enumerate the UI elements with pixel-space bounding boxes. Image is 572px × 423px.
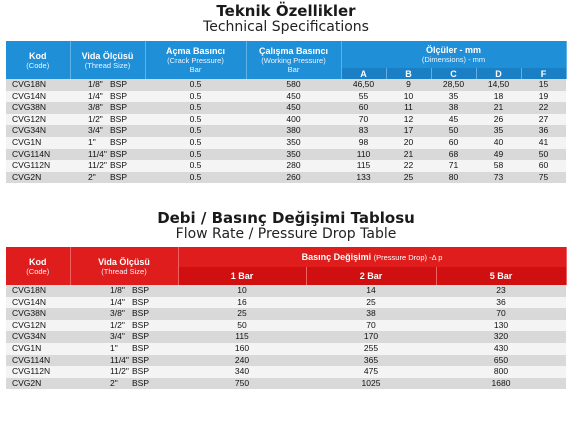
table-row xyxy=(6,355,566,367)
code-cell: CVG1N xyxy=(6,137,70,149)
code-cell: CVG38N xyxy=(6,102,70,114)
thread-unit: BSP xyxy=(109,136,127,147)
b5-cell: 430 xyxy=(436,343,566,355)
f-cell: 27 xyxy=(521,114,566,126)
a-cell: 55 xyxy=(341,91,386,103)
table-row xyxy=(6,366,566,378)
b-cell: 21 xyxy=(386,149,431,161)
col-vida: Vida Ölçüsü (Thread Size) xyxy=(70,41,145,79)
col-kod: Kod (Code) xyxy=(6,247,70,285)
c-cell: 35 xyxy=(431,91,476,103)
flow-title-tr: Debi / Basınç Değişimi Tablosu xyxy=(157,209,415,227)
b1-cell: 240 xyxy=(178,355,306,367)
f-cell: 15 xyxy=(521,79,566,91)
a-cell: 60 xyxy=(341,102,386,114)
table-row xyxy=(6,149,566,161)
b1-cell: 10 xyxy=(178,285,306,297)
b1-cell: 16 xyxy=(178,297,306,309)
d-cell: 26 xyxy=(476,114,521,126)
thread-unit: BSP xyxy=(109,79,127,89)
flow-title-en: Flow Rate / Pressure Drop Table xyxy=(175,226,397,242)
c-cell: 50 xyxy=(431,125,476,137)
table-row xyxy=(6,172,566,184)
thread-size xyxy=(110,285,149,297)
thread-size-cell xyxy=(70,308,178,320)
thread-fraction: 11/4" xyxy=(110,354,129,365)
f-cell: 60 xyxy=(521,160,566,172)
f-cell: 41 xyxy=(521,137,566,149)
a-cell: 70 xyxy=(341,114,386,126)
b1-cell: 160 xyxy=(178,343,306,355)
f-cell: 19 xyxy=(521,91,566,103)
col-dim-f: F xyxy=(521,68,566,79)
crack-cell: 0.5 xyxy=(145,114,246,126)
thread-unit: BSP xyxy=(132,308,150,319)
crack-cell: 0.5 xyxy=(145,102,246,114)
thread-unit: BSP xyxy=(132,331,150,342)
thread-size-cell xyxy=(70,343,178,355)
code-cell: CVG38N xyxy=(6,308,70,320)
col-olculer: Ölçüler - mm (Dimensions) - mm xyxy=(341,41,566,68)
thread-size-cell xyxy=(70,355,178,367)
f-cell: 36 xyxy=(521,125,566,137)
thread-fraction: 1/2" xyxy=(110,319,125,330)
thread-size xyxy=(110,320,149,332)
b-cell: 20 xyxy=(386,137,431,149)
col-2-bar: 2 Bar xyxy=(306,267,436,285)
b-cell: 11 xyxy=(386,102,431,114)
code-cell: CVG18N xyxy=(6,79,70,91)
thread-unit: BSP xyxy=(109,90,127,101)
work-cell: 350 xyxy=(246,149,341,161)
thread-unit: BSP xyxy=(132,377,150,388)
c-cell: 71 xyxy=(431,160,476,172)
thread-size xyxy=(110,331,149,343)
table-row xyxy=(6,79,566,91)
thread-fraction: 11/2" xyxy=(110,366,129,377)
thread-fraction: 2" xyxy=(110,377,118,388)
thread-fraction: 1/2" xyxy=(87,113,103,124)
thread-fraction: 3/4" xyxy=(87,125,103,136)
crack-cell: 0.5 xyxy=(145,137,246,149)
f-cell: 50 xyxy=(521,149,566,161)
a-cell: 98 xyxy=(341,137,386,149)
code-cell: CVG1N xyxy=(6,343,70,355)
thread-fraction: 3/8" xyxy=(110,308,125,319)
table-row xyxy=(6,378,566,390)
thread-fraction: 1/8" xyxy=(87,79,103,89)
thread-unit: BSP xyxy=(132,285,150,295)
thread-size xyxy=(88,160,127,172)
b1-cell: 25 xyxy=(178,308,306,320)
b2-cell: 365 xyxy=(306,355,436,367)
b-cell: 22 xyxy=(386,160,431,172)
crack-cell: 0.5 xyxy=(145,149,246,161)
work-cell: 380 xyxy=(246,125,341,137)
d-cell: 14,50 xyxy=(476,79,521,91)
thread-unit: BSP xyxy=(109,113,127,124)
table-row xyxy=(6,91,566,103)
b1-cell: 340 xyxy=(178,366,306,378)
table-row xyxy=(6,308,566,320)
d-cell: 49 xyxy=(476,149,521,161)
table-row xyxy=(6,125,566,137)
tech-title-en: Technical Specifications xyxy=(203,19,369,35)
code-cell: CVG34N xyxy=(6,331,70,343)
thread-unit: BSP xyxy=(109,125,127,136)
work-cell: 280 xyxy=(246,160,341,172)
thread-fraction: 1/4" xyxy=(87,90,103,101)
b-cell: 25 xyxy=(386,172,431,184)
b5-cell: 650 xyxy=(436,355,566,367)
thread-unit: BSP xyxy=(132,319,150,330)
a-cell: 83 xyxy=(341,125,386,137)
d-cell: 73 xyxy=(476,172,521,184)
thread-fraction: 11/2" xyxy=(87,160,107,171)
code-cell: CVG12N xyxy=(6,114,70,126)
thread-unit: BSP xyxy=(132,296,150,307)
thread-fraction: 1/4" xyxy=(110,296,125,307)
c-cell: 38 xyxy=(431,102,476,114)
thread-size-cell xyxy=(70,102,145,114)
b-cell: 17 xyxy=(386,125,431,137)
thread-fraction: 11/4" xyxy=(87,148,107,159)
code-cell: CVG112N xyxy=(6,160,70,172)
thread-size xyxy=(88,137,127,149)
thread-size xyxy=(88,149,127,161)
b2-cell: 38 xyxy=(306,308,436,320)
col-acma: Açma Basıncı (Crack Pressure) Bar xyxy=(145,41,246,79)
crack-cell: 0.5 xyxy=(145,160,246,172)
code-cell: CVG112N xyxy=(6,366,70,378)
crack-cell: 0.5 xyxy=(145,79,246,91)
b2-cell: 475 xyxy=(306,366,436,378)
thread-size-cell xyxy=(70,366,178,378)
a-cell: 115 xyxy=(341,160,386,172)
table-row xyxy=(6,331,566,343)
work-cell: 400 xyxy=(246,114,341,126)
thread-size xyxy=(110,355,149,367)
f-cell: 22 xyxy=(521,102,566,114)
b-cell: 12 xyxy=(386,114,431,126)
thread-unit: BSP xyxy=(132,354,150,365)
b-cell: 10 xyxy=(386,91,431,103)
thread-size xyxy=(88,91,127,103)
thread-fraction: 1/8" xyxy=(110,285,125,295)
thread-size xyxy=(110,366,149,378)
work-cell: 450 xyxy=(246,91,341,103)
d-cell: 21 xyxy=(476,102,521,114)
b2-cell: 255 xyxy=(306,343,436,355)
thread-size xyxy=(110,308,149,320)
thread-fraction: 1" xyxy=(87,136,96,147)
table-row xyxy=(6,160,566,172)
table-row xyxy=(6,343,566,355)
tech-title-tr: Teknik Özellikler xyxy=(216,2,356,20)
thread-unit: BSP xyxy=(109,102,127,113)
b5-cell: 36 xyxy=(436,297,566,309)
table-row xyxy=(6,114,566,126)
thread-size-cell xyxy=(70,160,145,172)
flow-rate-table xyxy=(6,247,567,389)
b1-cell: 750 xyxy=(178,378,306,390)
b5-cell: 1680 xyxy=(436,378,566,390)
code-cell: CVG2N xyxy=(6,378,70,390)
thread-fraction: 1" xyxy=(110,342,118,353)
thread-size-cell xyxy=(70,149,145,161)
thread-size xyxy=(88,172,127,184)
d-cell: 58 xyxy=(476,160,521,172)
col-dim-c: C xyxy=(431,68,476,79)
c-cell: 68 xyxy=(431,149,476,161)
code-cell: CVG12N xyxy=(6,320,70,332)
table-row xyxy=(6,285,566,297)
thread-size-cell xyxy=(70,378,178,390)
table-row xyxy=(6,102,566,114)
a-cell: 133 xyxy=(341,172,386,184)
col-kod: Kod (Code) xyxy=(6,41,70,79)
thread-size xyxy=(88,79,127,91)
thread-size xyxy=(88,102,127,114)
col-vida: Vida Ölçüsü (Thread Size) xyxy=(70,247,178,285)
code-cell: CVG14N xyxy=(6,297,70,309)
thread-size xyxy=(88,125,127,137)
b-cell: 9 xyxy=(386,79,431,91)
code-cell: CVG34N xyxy=(6,125,70,137)
code-cell: CVG18N xyxy=(6,285,70,297)
f-cell: 75 xyxy=(521,172,566,184)
thread-unit: BSP xyxy=(132,366,150,377)
col-5-bar: 5 Bar xyxy=(436,267,566,285)
b5-cell: 320 xyxy=(436,331,566,343)
thread-size-cell xyxy=(70,331,178,343)
b2-cell: 25 xyxy=(306,297,436,309)
thread-size-cell xyxy=(70,297,178,309)
a-cell: 110 xyxy=(341,149,386,161)
work-cell: 450 xyxy=(246,102,341,114)
thread-size xyxy=(110,378,149,390)
d-cell: 35 xyxy=(476,125,521,137)
thread-size-cell xyxy=(70,285,178,297)
thread-fraction: 3/4" xyxy=(110,331,125,342)
thread-unit: BSP xyxy=(109,160,127,171)
col-dim-b: B xyxy=(386,68,431,79)
col-basinc-degisimi: Basınç Değişimi (Pressure Drop) -Δ p xyxy=(178,247,566,267)
d-cell: 18 xyxy=(476,91,521,103)
thread-size-cell xyxy=(70,137,145,149)
thread-size-cell xyxy=(70,91,145,103)
a-cell: 46,50 xyxy=(341,79,386,91)
technical-specifications-table xyxy=(6,41,567,183)
thread-unit: BSP xyxy=(132,342,150,353)
crack-cell: 0.5 xyxy=(145,91,246,103)
code-cell: CVG114N xyxy=(6,149,70,161)
b5-cell: 23 xyxy=(436,285,566,297)
col-dim-a: A xyxy=(341,68,386,79)
code-cell: CVG2N xyxy=(6,172,70,184)
c-cell: 28,50 xyxy=(431,79,476,91)
thread-size xyxy=(88,114,127,126)
b5-cell: 70 xyxy=(436,308,566,320)
b2-cell: 70 xyxy=(306,320,436,332)
c-cell: 60 xyxy=(431,137,476,149)
code-cell: CVG114N xyxy=(6,355,70,367)
c-cell: 80 xyxy=(431,172,476,184)
c-cell: 45 xyxy=(431,114,476,126)
b2-cell: 170 xyxy=(306,331,436,343)
thread-size-cell xyxy=(70,114,145,126)
table-row xyxy=(6,320,566,332)
thread-size-cell xyxy=(70,172,145,184)
b2-cell: 1025 xyxy=(306,378,436,390)
b1-cell: 50 xyxy=(178,320,306,332)
col-calisma: Çalışma Basıncı (Working Pressure) Bar xyxy=(246,41,341,79)
code-cell: CVG14N xyxy=(6,91,70,103)
d-cell: 40 xyxy=(476,137,521,149)
b2-cell: 14 xyxy=(306,285,436,297)
thread-size xyxy=(110,343,149,355)
thread-size-cell xyxy=(70,79,145,91)
table-row xyxy=(6,297,566,309)
b5-cell: 130 xyxy=(436,320,566,332)
b5-cell: 800 xyxy=(436,366,566,378)
crack-cell: 0.5 xyxy=(145,125,246,137)
thread-unit: BSP xyxy=(109,171,127,182)
thread-fraction: 2" xyxy=(87,171,96,182)
thread-size-cell xyxy=(70,125,145,137)
b1-cell: 115 xyxy=(178,331,306,343)
col-1-bar: 1 Bar xyxy=(178,267,306,285)
work-cell: 580 xyxy=(246,79,341,91)
col-dim-d: D xyxy=(476,68,521,79)
thread-unit: BSP xyxy=(109,148,127,159)
thread-size xyxy=(110,297,149,309)
thread-fraction: 3/8" xyxy=(87,102,103,113)
work-cell: 260 xyxy=(246,172,341,184)
thread-size-cell xyxy=(70,320,178,332)
work-cell: 350 xyxy=(246,137,341,149)
crack-cell: 0.5 xyxy=(145,172,246,184)
table-row xyxy=(6,137,566,149)
